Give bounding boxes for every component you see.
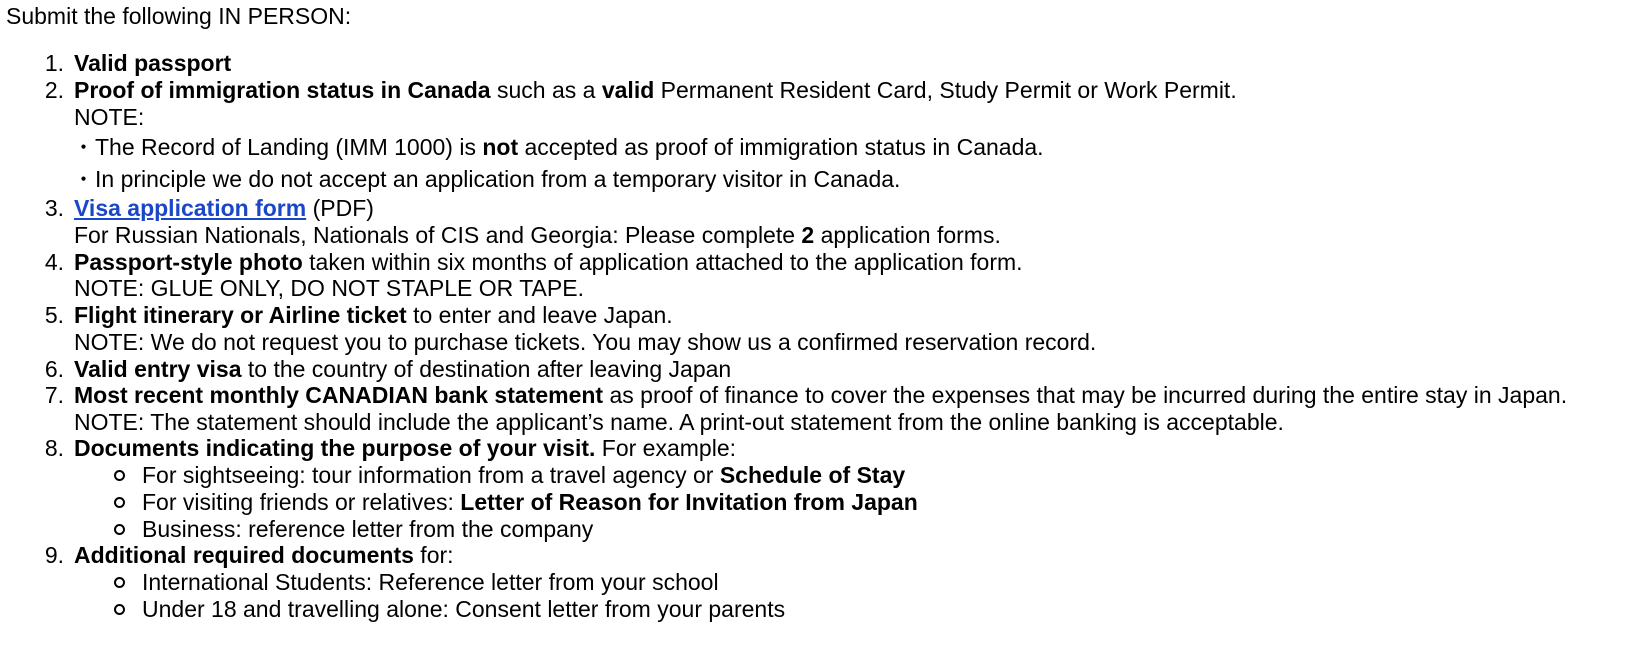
item-5-text-a: to enter and leave Japan. [406, 302, 673, 328]
item-2-bullet-1-bold: not [482, 134, 519, 160]
bullet-circle-icon [114, 604, 125, 615]
bullet-circle-icon [114, 497, 125, 508]
item-6 [74, 356, 731, 383]
item-7-title: Most recent monthly CANADIAN bank statement [74, 382, 604, 408]
bullet-circle-icon [114, 470, 125, 481]
item-8-sub-1 [142, 462, 905, 489]
item-5-title: Flight itinerary or Airline ticket [74, 302, 407, 328]
item-8 [74, 435, 736, 462]
item-3-sub-bold: 2 [801, 222, 815, 248]
item-9-number: 9. [44, 542, 64, 568]
item-1-number: 1. [44, 50, 64, 76]
item-1-title: Valid passport [74, 50, 232, 76]
intro-heading: Submit the following IN PERSON: [6, 3, 352, 29]
item-2-text-b: Permanent Resident Card, Study Permit or Work Permit. [654, 77, 1237, 103]
item-1 [74, 50, 231, 77]
item-5-number: 5. [44, 302, 64, 328]
item-9 [74, 542, 454, 569]
bullet-circle-icon [114, 524, 125, 535]
item-6-number: 6. [44, 356, 64, 382]
item-9-title: Additional required documents [74, 542, 414, 568]
item-2-bullet-1-text-b: accepted as proof of immigration status in Canada. [518, 134, 1044, 160]
item-3-text-a: (PDF) [306, 195, 374, 221]
item-3-sub [74, 222, 1001, 249]
item-8-sub-2-text: For visiting friends or relatives: [142, 489, 461, 515]
item-7-text-a: as proof of finance to cover the expenses that may be incurred during the entire stay in Japan. [603, 382, 1568, 408]
item-4-note: NOTE: GLUE ONLY, DO NOT STAPLE OR TAPE. [74, 275, 584, 301]
bullet-circle-icon [114, 577, 125, 588]
item-5-note: NOTE: We do not request you to purchase tickets. You may show us a confirmed reservation record. [74, 329, 1097, 355]
item-9-text-a: for: [413, 542, 454, 568]
item-3 [74, 195, 374, 222]
item-8-sub-3: Business: reference letter from the company [142, 516, 594, 542]
item-2-bullet-1-mark: ・ [72, 134, 95, 160]
item-8-sub-2-bold: Letter of Reason for Invitation from Japan [460, 489, 918, 515]
item-2 [74, 77, 1237, 104]
item-6-text-a: to the country of destination after leaving Japan [241, 356, 732, 382]
item-9-sub-2: Under 18 and travelling alone: Consent letter from your parents [142, 596, 786, 622]
item-8-sub-1-text: For sightseeing: tour information from a travel agency or [142, 462, 720, 488]
item-2-bullet-1-text-a: The Record of Landing (IMM 1000) is [95, 134, 483, 160]
item-2-number: 2. [44, 77, 64, 103]
item-8-title: Documents indicating the purpose of your visit. [74, 435, 596, 461]
item-6-title: Valid entry visa [74, 356, 242, 382]
item-8-text-a: For example: [595, 435, 736, 461]
item-2-note: NOTE: [74, 104, 145, 130]
item-7-note: NOTE: The statement should include the applicant’s name. A print-out statement from the online banking is acceptable. [74, 409, 1284, 435]
item-8-sub-1-bold: Schedule of Stay [719, 462, 906, 488]
item-2-text-a: such as a [490, 77, 602, 103]
item-3-sub-b: application forms. [814, 222, 1001, 248]
item-4-text-a: taken within six months of application attached to the application form. [302, 249, 1023, 275]
item-2-bullet-2 [72, 166, 900, 193]
item-2-bullet-2-mark: ・ [72, 166, 95, 192]
item-3-sub-a: For Russian Nationals, Nationals of CIS and Georgia: Please complete [74, 222, 802, 248]
item-4 [74, 249, 1023, 276]
item-2-title: Proof of immigration status in Canada [74, 77, 491, 103]
item-4-number: 4. [44, 249, 64, 275]
item-2-bullet-1 [72, 134, 1044, 161]
item-2-bullet-2-text: In principle we do not accept an application from a temporary visitor in Canada. [95, 166, 901, 192]
item-5 [74, 302, 673, 329]
item-7-number: 7. [44, 382, 64, 408]
item-4-title: Passport-style photo [74, 249, 303, 275]
item-7 [74, 382, 1567, 409]
item-8-sub-2 [142, 489, 918, 516]
visa-application-form-link[interactable]: Visa application form [74, 195, 307, 221]
item-2-bold-valid: valid [601, 77, 655, 103]
item-3-number: 3. [44, 195, 64, 221]
item-9-sub-1: International Students: Reference letter from your school [142, 569, 719, 595]
item-8-number: 8. [44, 435, 64, 461]
